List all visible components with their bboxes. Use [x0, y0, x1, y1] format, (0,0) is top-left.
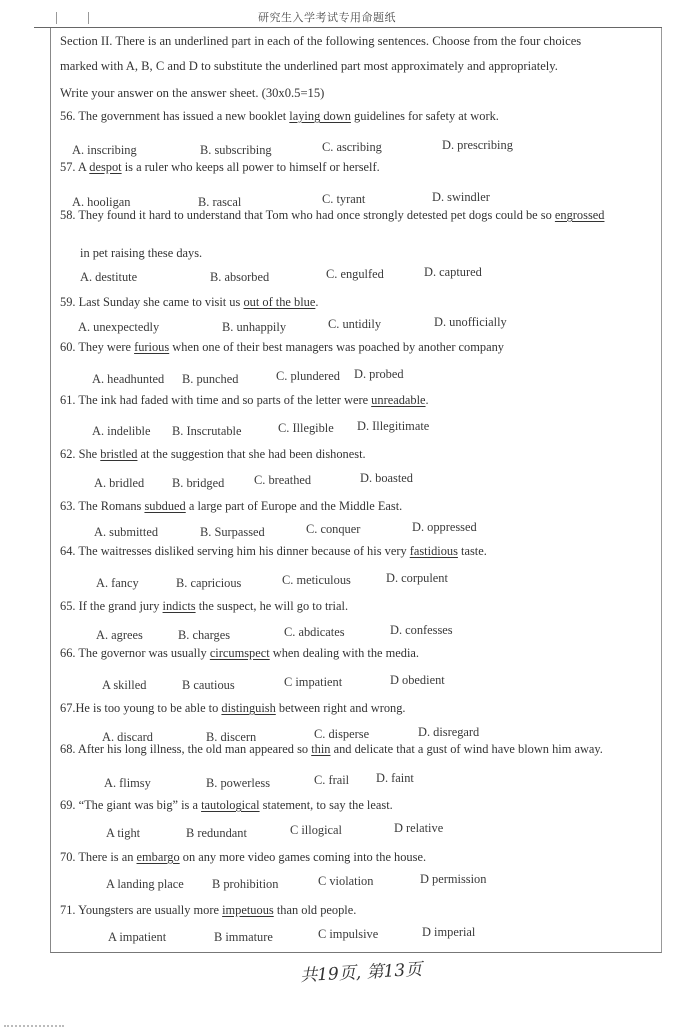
answer-option-a: A tight — [106, 826, 141, 840]
answer-option-a: A. inscribing — [72, 143, 137, 157]
answer-option-b: B. Inscrutable — [172, 424, 242, 438]
question-stem — [60, 544, 487, 559]
stem-text: . — [315, 295, 319, 309]
answer-option-b: B. subscribing — [200, 143, 272, 157]
stem-text: statement, to say the least. — [259, 798, 393, 812]
answer-option-d: D. confesses — [390, 623, 453, 637]
answer-option-a: A. headhunted — [92, 372, 165, 386]
answer-option-d: D. Illegitimate — [357, 419, 430, 433]
underlined-term: subdued — [144, 499, 186, 513]
answer-option-c: C. breathed — [254, 473, 312, 487]
stem-text: at the suggestion that she had been dishonest. — [137, 447, 366, 461]
answer-option-c: C. frail — [314, 773, 350, 787]
question-stem — [60, 599, 348, 614]
answer-option-d: D. swindler — [432, 190, 490, 204]
stem-text: on any more video games coming into the house. — [179, 850, 427, 864]
stem-text: 67.He is too young to be able to — [60, 701, 222, 715]
underlined-term: circumspect — [209, 646, 270, 660]
instructions-line-1: Section II. There is an underlined part in each of the following sentences. Choose from the four choices — [60, 34, 582, 48]
question-stem — [60, 109, 499, 124]
stem-text: 62. She — [60, 447, 101, 461]
answer-option-b: B. capricious — [176, 576, 242, 590]
stem-text: a large part of Europe and the Middle East. — [185, 499, 403, 513]
underlined-term: fastidious — [409, 544, 458, 558]
answer-option-c: C. plundered — [276, 369, 341, 383]
stem-text: 69. “The giant was big” is a — [60, 798, 202, 812]
underlined-term: tautological — [201, 798, 260, 812]
answer-option-c: C. Illegible — [278, 421, 334, 435]
answer-option-c: C violation — [318, 874, 374, 888]
question-stem — [60, 393, 429, 408]
answer-option-c: C impatient — [284, 675, 343, 689]
answer-option-a: A. agrees — [96, 628, 143, 642]
stem-text: taste. — [457, 544, 487, 558]
answer-option-d: D. faint — [376, 771, 414, 785]
stem-text: 61. The ink had faded with time and so parts of the letter were — [60, 393, 372, 407]
answer-option-b: B. bridged — [172, 476, 225, 490]
answer-option-a: A. hooligan — [72, 195, 131, 209]
answer-option-d: D. unofficially — [434, 315, 507, 329]
underlined-term: embargo — [136, 850, 180, 864]
answer-option-d: D. prescribing — [442, 138, 513, 152]
stem-text: and delicate that a gust of wind have blown him away. — [330, 742, 603, 756]
question-stem — [60, 208, 604, 223]
question-stem — [60, 646, 419, 661]
stem-text: 60. They were — [60, 340, 135, 354]
answer-option-d: D obedient — [390, 673, 445, 687]
answer-option-d: D permission — [420, 872, 487, 886]
answer-option-d: D. probed — [354, 367, 404, 381]
stem-text: 56. The government has issued a new booklet — [60, 109, 290, 123]
answer-option-b: B prohibition — [212, 877, 279, 891]
underlined-term: laying down — [289, 109, 351, 123]
stem-text: 68. After his long illness, the old man appeared so — [60, 742, 312, 756]
answer-option-a: A. submitted — [94, 525, 159, 539]
underlined-term: indicts — [162, 599, 196, 613]
question-stem — [60, 340, 504, 355]
instructions-line-3: Write your answer on the answer sheet. (30x0.5=15) — [60, 86, 325, 100]
stem-text: 57. A — [60, 160, 90, 174]
handwritten-page-note: 共19页, 第13页 — [299, 959, 423, 987]
question-stem — [60, 742, 603, 757]
answer-option-a: A. discard — [102, 730, 153, 744]
answer-option-c: C. tyrant — [322, 192, 366, 206]
question-stem — [60, 295, 318, 310]
answer-option-b: B. punched — [182, 372, 239, 386]
scan-artifact — [4, 1025, 64, 1029]
answer-option-b: B. discern — [206, 730, 257, 744]
stem-text: 66. The governor was usually — [60, 646, 210, 660]
stem-text: 59. Last Sunday she came to visit us — [60, 295, 244, 309]
underlined-term: engrossed — [554, 208, 605, 222]
question-stem — [60, 798, 393, 813]
answer-option-a: A. destitute — [80, 270, 138, 284]
answer-option-c: C. meticulous — [282, 573, 351, 587]
answer-option-a: A. unexpectedly — [78, 320, 160, 334]
answer-option-b: B. absorbed — [210, 270, 270, 284]
stem-text: 58. They found it hard to understand that Tom who had once strongly detested pet dogs could be so — [60, 208, 555, 222]
stem-text: when dealing with the media. — [269, 646, 420, 660]
page-header-title: 研究生入学考试专用命题纸 — [258, 11, 396, 24]
stem-text: when one of their best managers was poached by another company — [169, 340, 504, 354]
question-stem — [60, 447, 366, 462]
answer-option-d: D relative — [394, 821, 444, 835]
answer-option-a: A. bridled — [94, 476, 145, 490]
answer-option-d: D. corpulent — [386, 571, 448, 585]
underlined-term: furious — [134, 340, 170, 354]
stem-text: is a ruler who keeps all power to himself or herself. — [121, 160, 380, 174]
answer-option-d: D. boasted — [360, 471, 413, 485]
stem-text: than old people. — [273, 903, 357, 917]
answer-option-b: B redundant — [186, 826, 247, 840]
stem-text: between right and wrong. — [275, 701, 406, 715]
underlined-term: out of the blue — [243, 295, 316, 309]
stem-text: 70. There is an — [60, 850, 137, 864]
underlined-term: thin — [311, 742, 331, 756]
answer-option-c: C. conquer — [306, 522, 361, 536]
answer-option-d: D imperial — [422, 925, 476, 939]
answer-option-d: D. oppressed — [412, 520, 477, 534]
answer-option-c: C. abdicates — [284, 625, 345, 639]
answer-option-b: B cautious — [182, 678, 235, 692]
answer-option-d: D. disregard — [418, 725, 480, 739]
answer-option-c: C. engulfed — [326, 267, 384, 281]
answer-option-a: A impatient — [108, 930, 167, 944]
question-stem — [60, 160, 380, 175]
answer-option-b: B. rascal — [198, 195, 242, 209]
underlined-term: despot — [89, 160, 122, 174]
stem-text: 65. If the grand jury — [60, 599, 163, 613]
answer-option-b: B. unhappily — [222, 320, 287, 334]
answer-option-c: C. disperse — [314, 727, 370, 741]
underlined-term: bristled — [100, 447, 138, 461]
question-stem — [60, 903, 356, 918]
underlined-term: unreadable — [371, 393, 426, 407]
answer-option-c: C impulsive — [318, 927, 379, 941]
answer-option-a: A. indelible — [92, 424, 151, 438]
answer-option-b: B. Surpassed — [200, 525, 265, 539]
answer-option-b: B immature — [214, 930, 273, 944]
stem-text: . — [425, 393, 429, 407]
stem-text: 71. Youngsters are usually more — [60, 903, 223, 917]
stem-text: 63. The Romans — [60, 499, 145, 513]
underlined-term: distinguish — [221, 701, 276, 715]
answer-option-a: A. fancy — [96, 576, 139, 590]
stem-text: guidelines for safety at work. — [350, 109, 499, 123]
question-stem — [60, 850, 426, 865]
answer-option-a: A landing place — [106, 877, 184, 891]
question-stem — [60, 499, 402, 514]
stem-text: 64. The waitresses disliked serving him his dinner because of his very — [60, 544, 410, 558]
stem-continuation: in pet raising these days. — [80, 246, 203, 260]
stem-text: the suspect, he will go to trial. — [195, 599, 349, 613]
question-stem — [60, 701, 406, 716]
answer-option-c: C. untidily — [328, 317, 382, 331]
underlined-term: impetuous — [222, 903, 274, 917]
answer-option-a: A. flimsy — [104, 776, 151, 790]
instructions-line-2: marked with A, B, C and D to substitute the underlined part most approximately and appropriately. — [60, 59, 558, 73]
answer-option-a: A skilled — [102, 678, 147, 692]
answer-option-d: D. captured — [424, 265, 482, 279]
answer-option-b: B. powerless — [206, 776, 271, 790]
answer-option-c: C illogical — [290, 823, 342, 837]
answer-option-c: C. ascribing — [322, 140, 382, 154]
answer-option-b: B. charges — [178, 628, 231, 642]
